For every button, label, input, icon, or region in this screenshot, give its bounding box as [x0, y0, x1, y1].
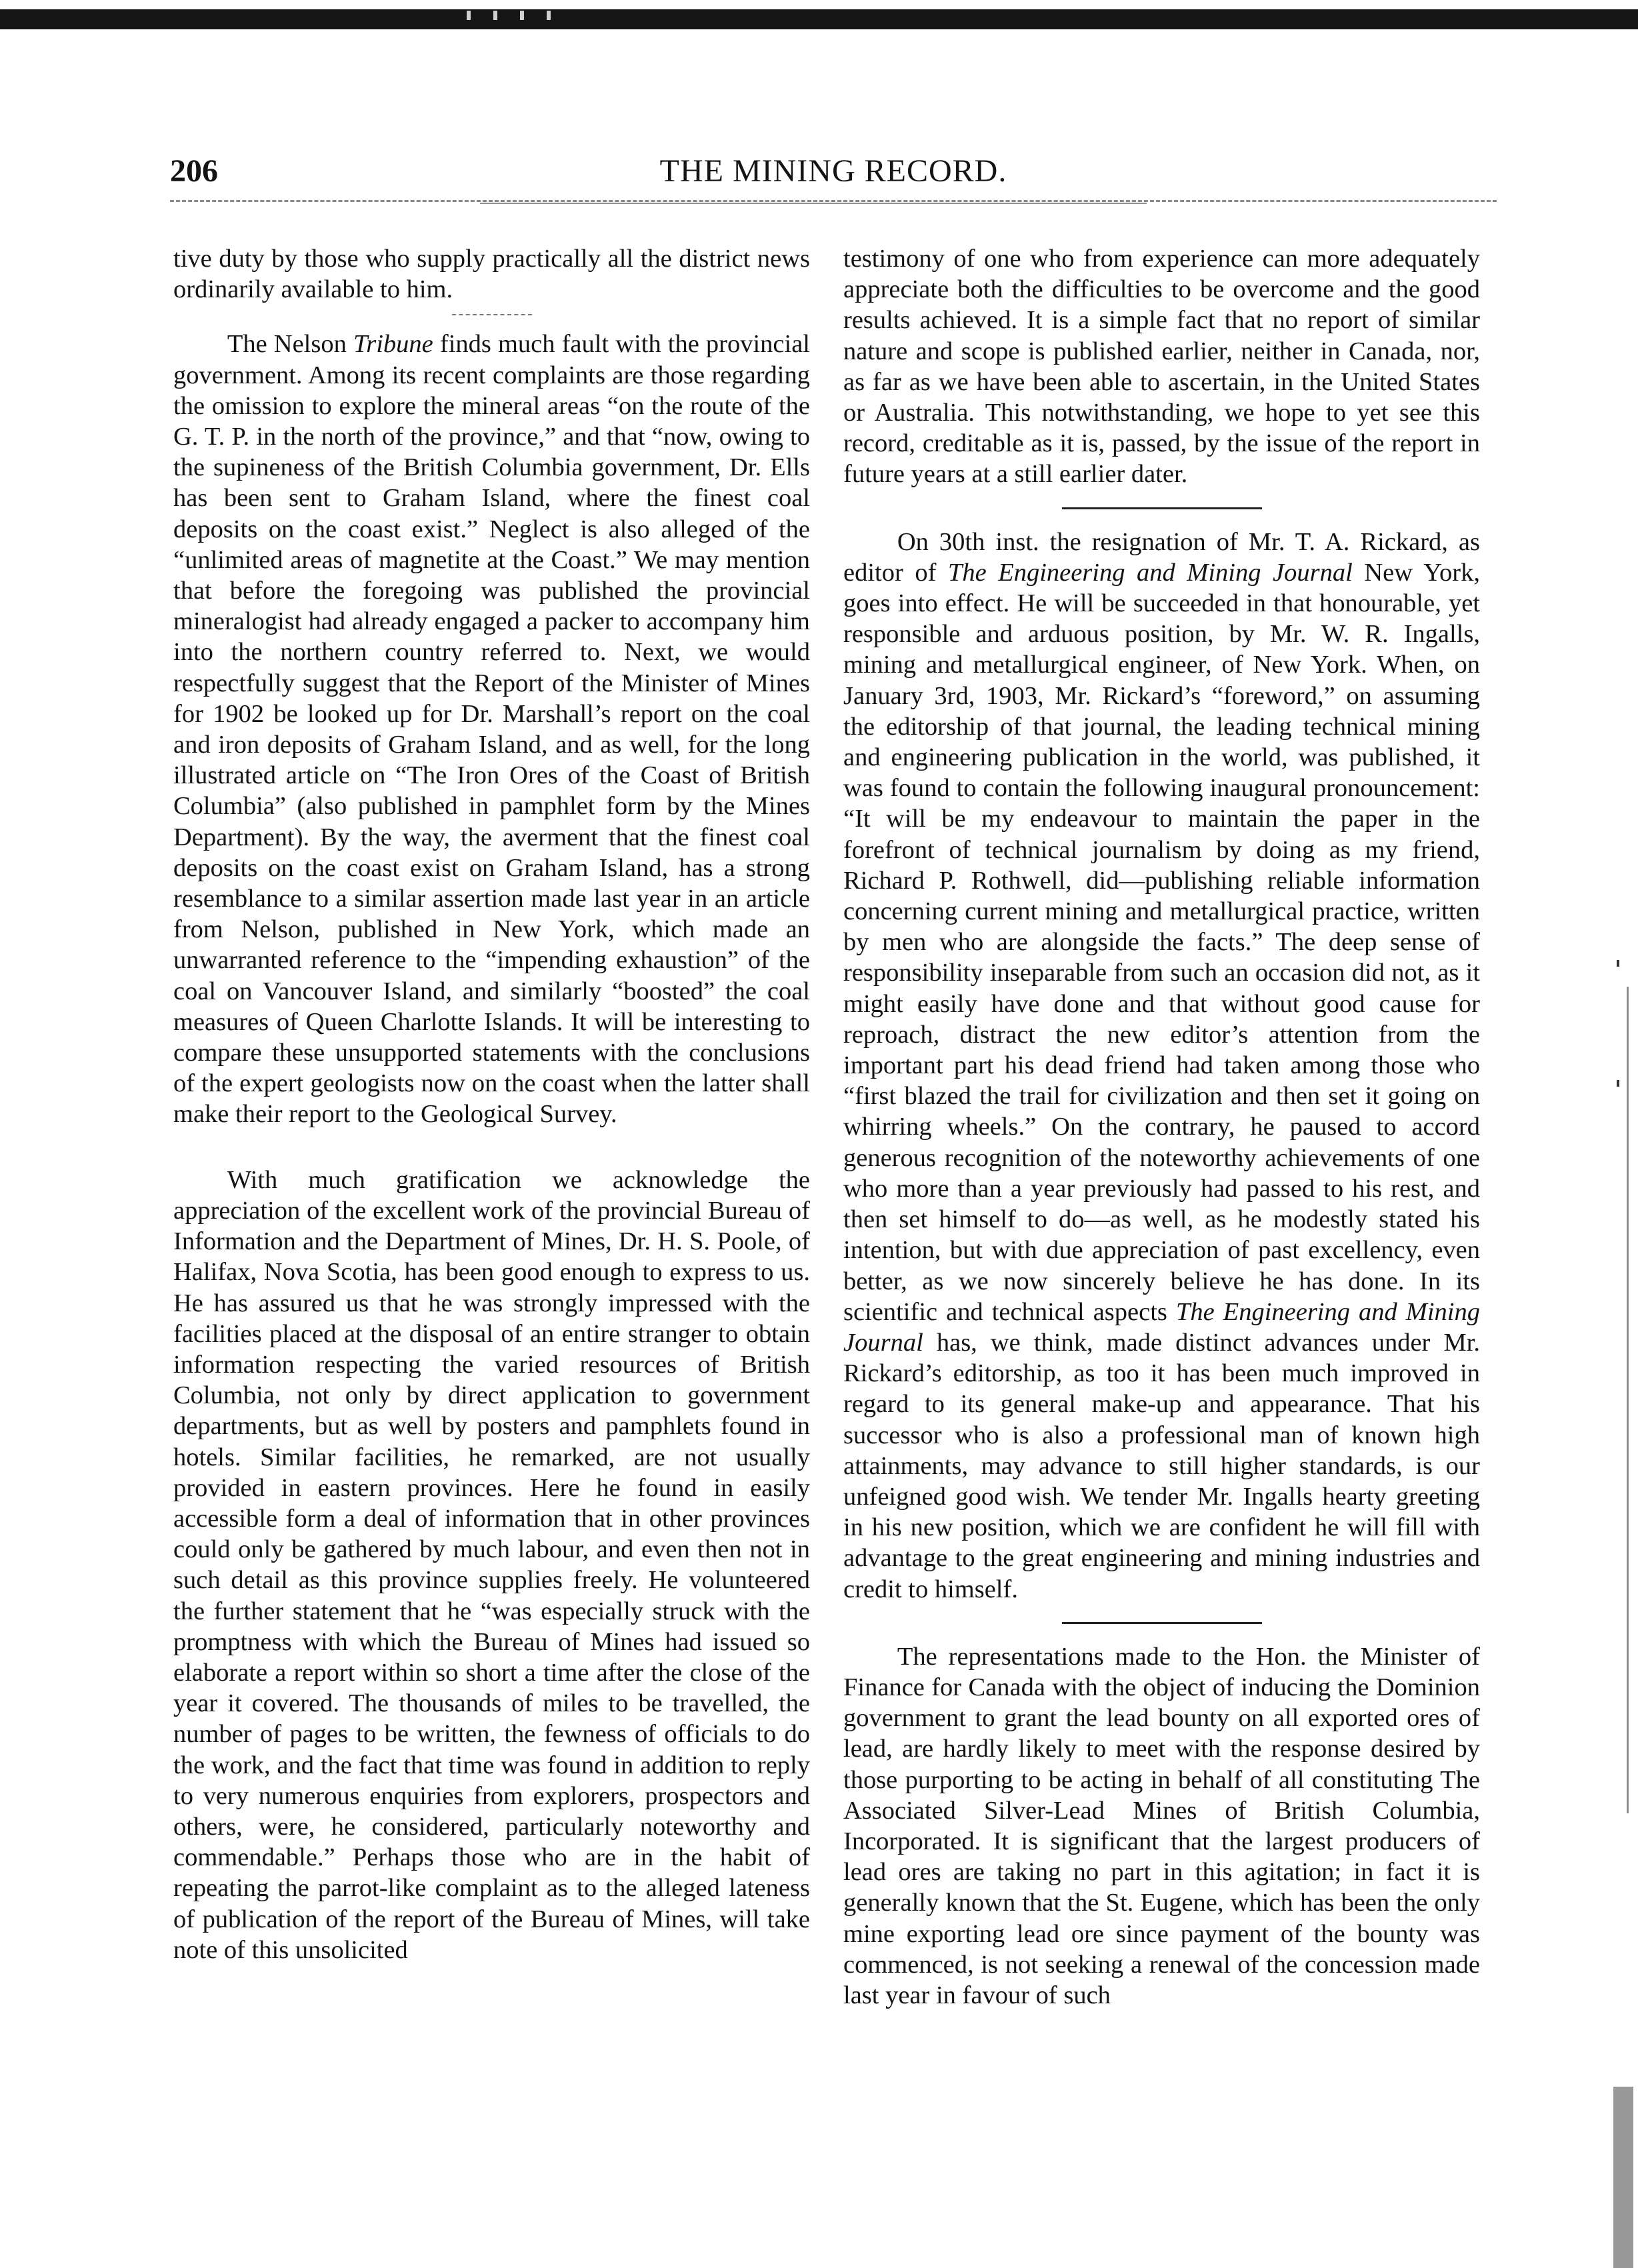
scan-edge-mark: [1617, 960, 1619, 967]
paragraph-continued: testimony of one who from experience can more adequately appreciate both the difficulties to be overcome and the good results achieved. It is a simple fact that no report of similar nature and scope is published earlier, neither in Canada, nor, as far as we have been able to ascertain, in the United States or Australia. This notwithstanding, we hope to yet see this record, creditable as it is, passed, by the issue of the report in future years at a still earlier dater.: [843, 245, 1480, 489]
paragraph-rickard-resignation: [843, 527, 1480, 1605]
text-run: On 30th inst. the resignation of Mr. T. A. Rickard, as editor of: [843, 527, 1480, 587]
text-run: has, we think, made distinct advances under Mr. Rickard’s editorship, as too it has been much improved in regard to its general make-up and appearance. That his successor who is also a professional man of known high attainments, may advance to still higher standards, is our unfeigned good wish. We tender Mr. Ingalls hearty greeting in his new position, which we are confident he will fill with advantage to the great engineering and mining industries and credit to himself.: [843, 1328, 1480, 1603]
journal-title: THE MINING RECORD.: [659, 153, 1007, 189]
text-run: New York, goes into effect. He will be succeeded in that honourable, yet responsible and arduous position, by Mr. W. R. Ingalls, mining and metallurgical engineer, of New York. When, on January 3rd, 1903, Mr. Rickard’s “foreword,” on assuming the editorship of that journal, the leading technical mining and engineering publication in the world, was published, it was found to contain the following inaugural pronouncement: “It will be my endeavour to maintain the paper in the forefront of technical journalism by doing as my friend, Richard P. Rothwell, did—publishing reliable information concerning current mining and metallurgical practice, written by men who are alongside the facts.” The deep sense of responsibility inseparable from such an occasion did not, as it might easily have done and that without good cause for reproach, distract the new editor’s attention from the important part his dead friend had taken among those who “first blazed the trail for civilization and then set it going on whirring wheels.” On the contrary, he paused to accord generous recognition of the noteworthy achievements of one who more than a year previously had passed to his rest, and then set himself to do—as well, as he modestly stated his intention, but with due appreciation of past excellency, even better, as we now sincerely believe he has done. In its scientific and technical aspects: [843, 558, 1480, 1326]
paragraph-separator: [1062, 1622, 1262, 1624]
scan-edge-mark: [1617, 1080, 1619, 1087]
paragraph-lead-bounty: The representations made to the Hon. the Minister of Finance for Canada with the object of inducing the Dominion government to grant the lead bounty on all exported ores of lead, are hardly likely to meet with the response desired by those purporting to be acting in behalf of all constituting The Associated Silver-Lead Mines of British Columbia, Incorporated. It is significant that the largest producers of lead ores are taking no part in this agitation; in fact it is generally known that the St. Eugene, which has been the only mine exporting lead ore since payment of the bounty was commenced, is not seeking a renewal of the concession made last year in favour of such: [843, 1642, 1480, 2009]
journal-name: The Engineering and Mining Journal: [947, 558, 1353, 587]
right-column: [843, 243, 1480, 2011]
scan-edge-shadow: [1613, 2087, 1633, 2268]
top-border-specks: [467, 11, 573, 20]
paragraph-separator: [452, 314, 532, 315]
paragraph-poole-appreciation: With much gratification we acknowledge the appreciation of the excellent work of the provincial Bureau of Information and the Department of Mines, Dr. H. S. Poole, of Halifax, Nova Scotia, has been good enough to express to us. He has assured us that he was strongly impressed with the facilities placed at the disposal of an entire stranger to obtain information respecting the varied resources of British Columbia, not only by direct application to government departments, but as well by posters and pamphlets found in hotels. Similar facilities, he remarked, are not usually provided in eastern provinces. Here he found in easily accessible form a deal of information that in other provinces could only be gathered by much labour, and even then not in such detail as this province supplies freely. He volunteered the further statement that he “was especially struck with the promptness with which the Bureau of Mines had issued so elaborate a report within so short a time after the close of the year it covered. The thousands of miles to be travelled, the number of pages to be written, the fewness of officials to do the work, and the fact that time was found in addition to reply to very numerous enquiries from explorers, prospectors and others, were, he considered, particularly noteworthy and commendable.” Perhaps those who are in the habit of repeating the parrot-like complaint as to the alleged lateness of publication of the report of the Bureau of Mines, will take note of this unsolicited: [173, 1165, 810, 1964]
paragraph-separator: [1062, 507, 1262, 509]
paragraph-nelson-tribune: [173, 329, 810, 1129]
journal-name: The Engineering and Mining Journal: [843, 1297, 1480, 1357]
header-rule: [170, 200, 1497, 202]
text-run: The Nelson: [227, 330, 353, 359]
top-border-rule: [0, 9, 1638, 29]
newspaper-name: Tribune: [353, 330, 433, 359]
header-rule-accent: [480, 203, 1147, 204]
left-column: [173, 243, 810, 1965]
page-number: 206: [170, 153, 218, 189]
paragraph-continued: tive duty by those who supply practically all the district news ordinarily available to him.: [173, 245, 810, 304]
page-header: [170, 148, 1497, 195]
text-run: finds much fault with the provincial government. Among its recent complaints are those regarding the omission to explore the mineral areas “on the route of the G. T. P. in the north of the province,” and that “now, owing to the supineness of the British Columbia government, Dr. Ells has been sent to Graham Island, where the finest coal deposits on the coast exist.” Neglect is also alleged of the “unlimited areas of magnetite at the Coast.” We may mention that before the foregoing was published the provincial mineralogist had already engaged a packer to accompany him into the northern country referred to. Next, we would respectfully suggest that the Report of the Minister of Mines for 1902 be looked up for Dr. Marshall’s report on the coal and iron deposits of Graham Island, and as well, for the long illustrated article on “The Iron Ores of the Coast of British Columbia” (also published in pamphlet form by the Mines Department). By the way, the averment that the finest coal deposits on the coast exist on Graham Island, has a strong resemblance to a similar assertion made last year in an article from Nelson, published in New York, which made an unwarranted reference to the “impending exhaustion” of the coal on Vancouver Island, and similarly “boosted” the coal measures of Queen Charlotte Islands. It will be interesting to compare these unsupported statements with the conclusions of the expert geologists now on the coast when the latter shall make their report to the Geological Survey.: [173, 330, 810, 1129]
paragraph-gap: [173, 1130, 810, 1165]
scan-edge-line: [1627, 987, 1629, 1813]
